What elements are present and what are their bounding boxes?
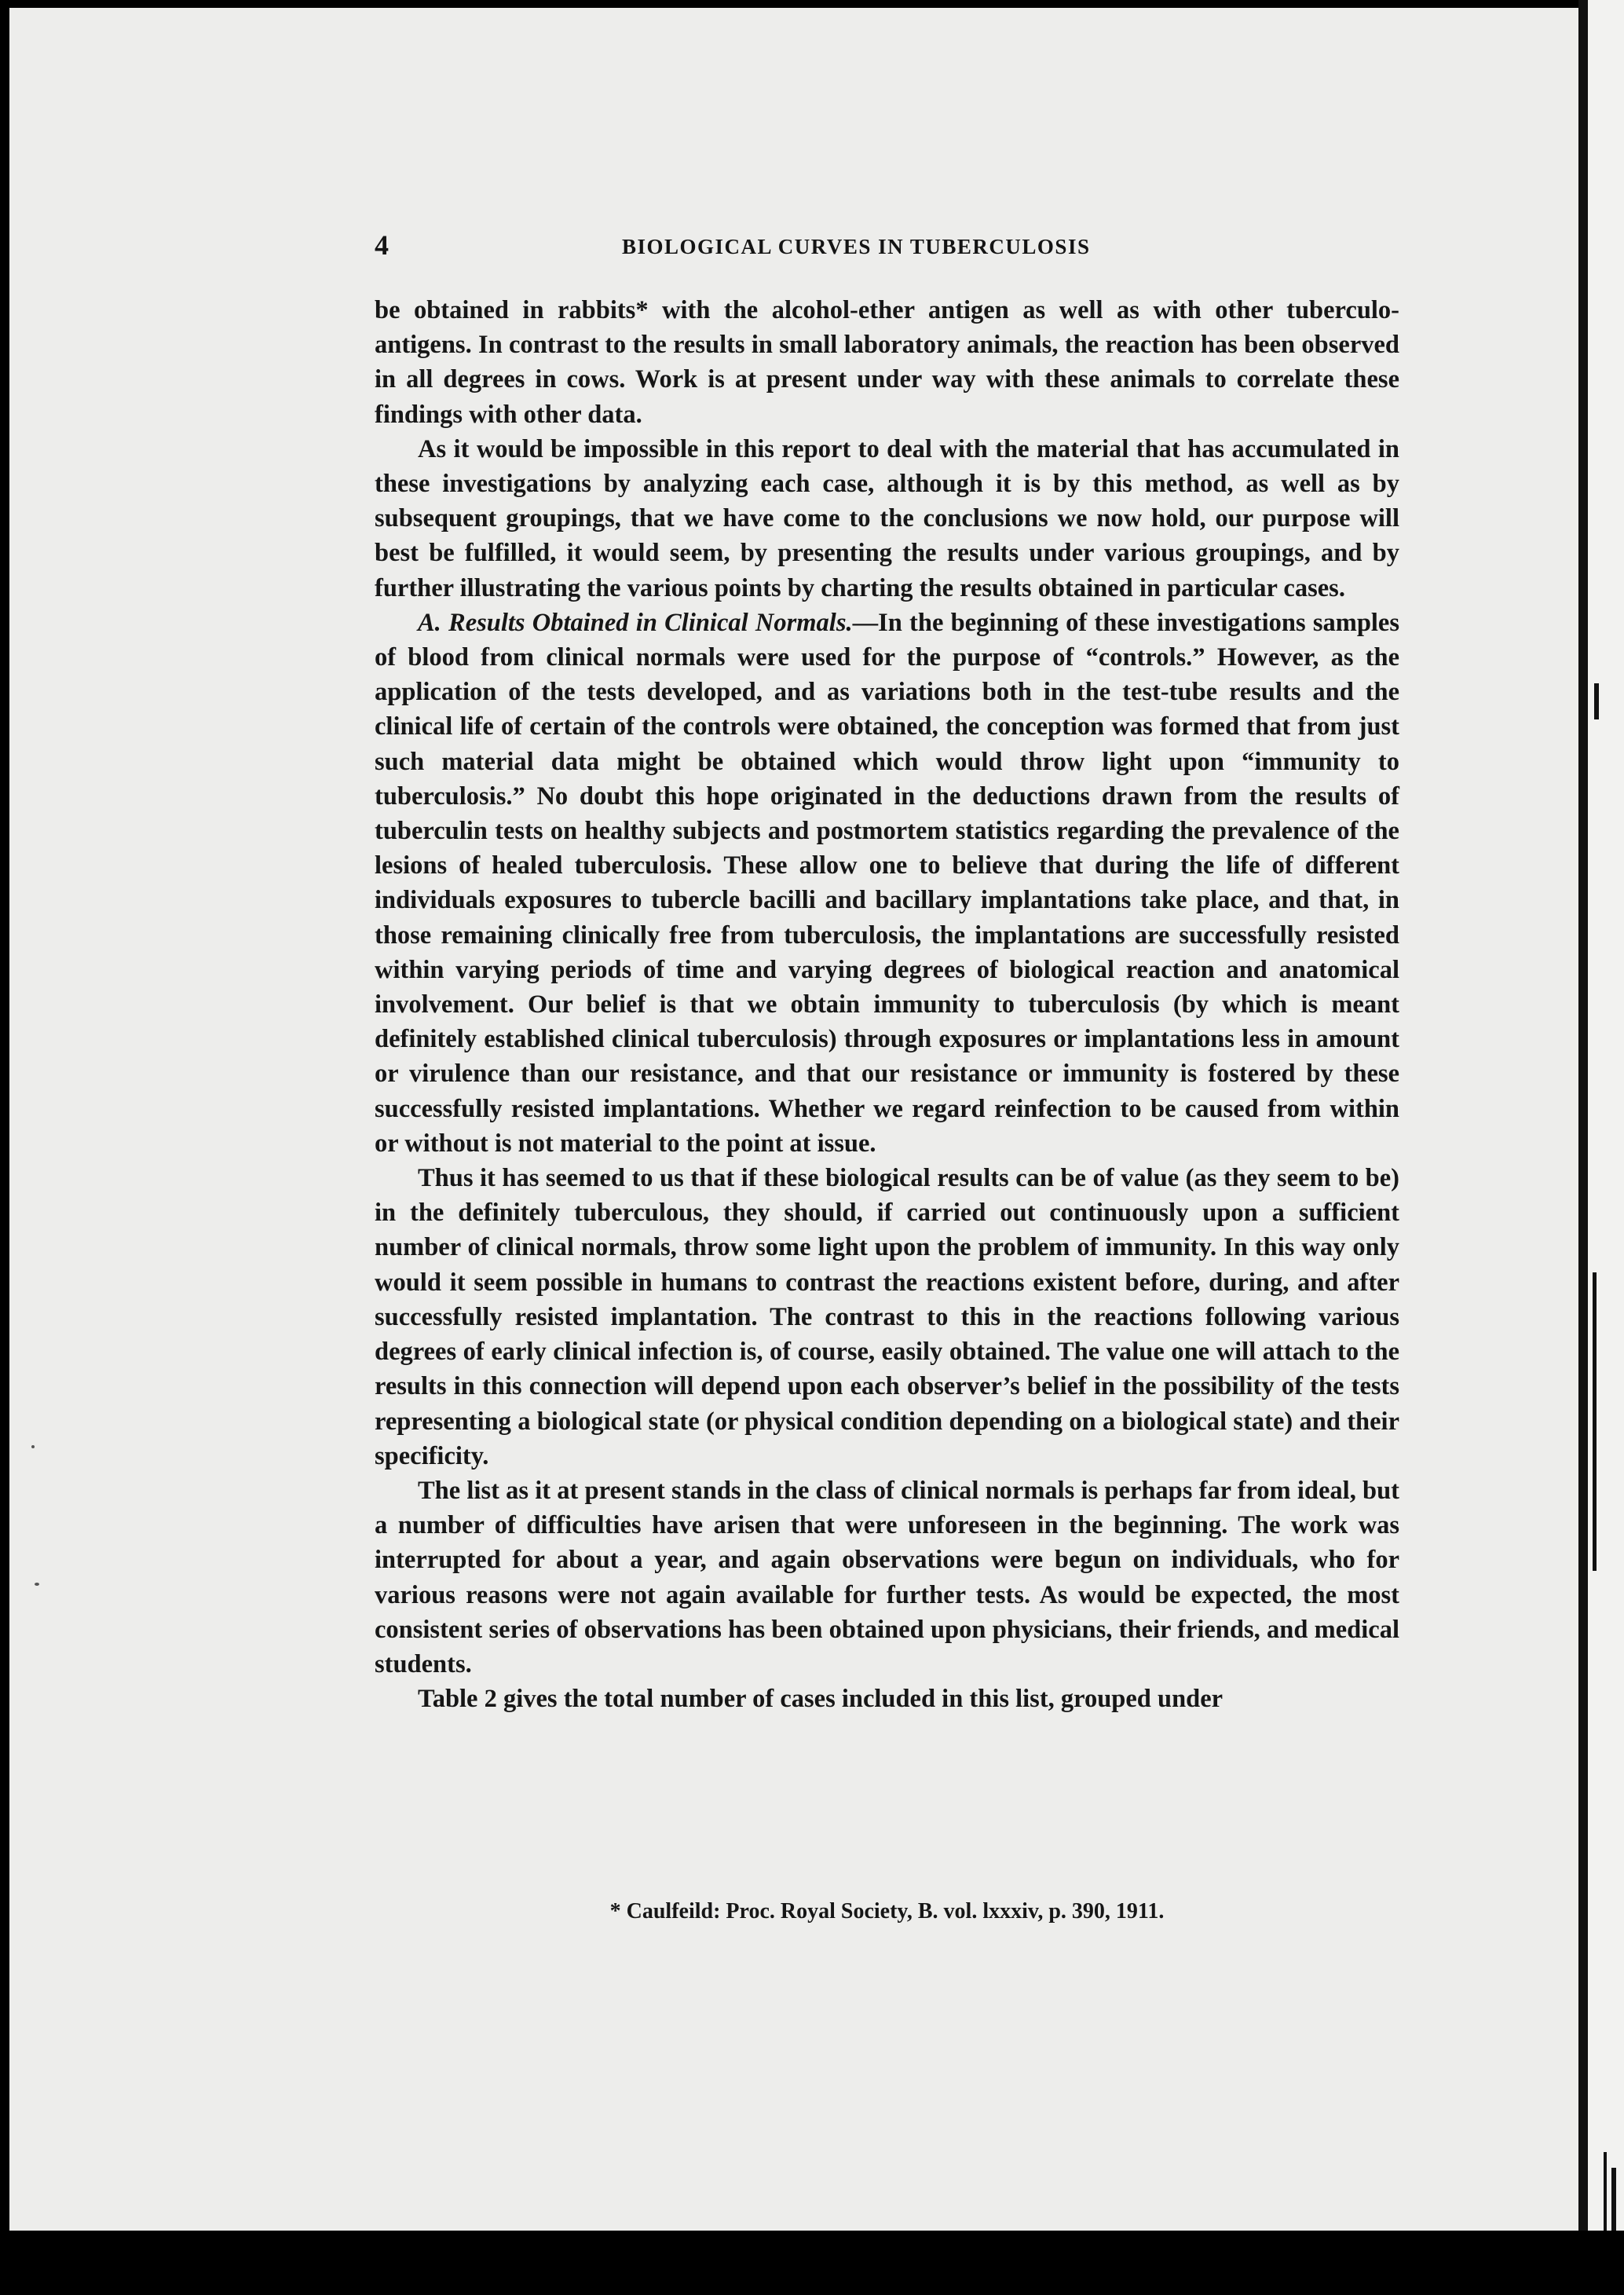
section-heading: A. Results Obtained in Clinical Normals. — [418, 608, 853, 637]
paragraph-text: —In the beginning of these investigations samples of blood from clinical normals were used for the purpose of “controls.” However, as the application of the tests developed, and as variations both in the test-tube results and the clinical life of certain of the controls were obtained, the conception was formed that from just such material data might be obtained which would throw light upon “immunity to tuberculosis.” No doubt this hope originated in the deductions drawn from the results of tuberculin tests on healthy subjects and postmortem statistics regarding the prevalence of the lesions of healed tuberculosis. These allow one to believe that during the life of different individuals exposures to tubercle bacilli and bacillary implantations take place, and that, in those remaining clinically free from tuberculosis, the implantations are successfully resisted within varying periods of time and varying degrees of biological reaction and anatomical involvement. Our belief is that we obtain immunity to tuberculosis (by which is meant definitely established clinical tuberculosis) through exposures or implantations less in amount or virulence than our resistance, and that our resistance or immunity is fostered by these successfully resisted implantations. Whether we regard reinfection to be caused from within or without is not material to the point at issue. — [375, 608, 1399, 1158]
paragraph — [375, 1161, 1399, 1473]
paragraph — [375, 293, 1399, 432]
paragraph — [375, 1473, 1399, 1682]
paragraph — [375, 606, 1399, 1161]
footnote: * Caulfeild: Proc. Royal Society, B. vol. lxxxiv, p. 390, 1911. — [609, 1899, 1165, 1923]
scan-speck — [35, 1583, 39, 1586]
running-head: BIOLOGICAL CURVES IN TUBERCULOSIS — [622, 235, 1091, 258]
paragraph-text: The list as it at present stands in the class of clinical normals is perhaps far from ideal, but a number of difficulties have arisen that were unforeseen in the beginning. The work was interrupted for about a year, and again observations were begun on individuals, who for various reasons were not again available for further tests. As would be expected, the most consistent series of observations has been obtained upon physicians, their friends, and medical students. — [375, 1476, 1399, 1678]
paragraph-text: As it would be impossible in this report to deal with the material that has accumulated in these investigations by analyzing each case, although it is by this method, as well as by subsequent groupings, that we have come to the conclusions we now hold, our purpose will best be fulfilled, it would seem, by presenting the results under various groupings, and by further illustrating the various points by charting the results obtained in particular cases. — [375, 434, 1399, 602]
page-header — [375, 226, 1399, 264]
page-number: 4 — [375, 229, 389, 261]
scan-bottom-border — [0, 2231, 1624, 2295]
paragraph-text: be obtained in rabbits* with the alcohol-ether antigen as well as with other tuberculo-antigens. In contrast to the results in small laboratory animals, the reaction has been observed in all degrees in cows. Work is at present under way with these animals to correlate these findings with other data. — [375, 296, 1399, 429]
scan-artifact-mark — [1594, 683, 1599, 719]
paragraph — [375, 1682, 1399, 1716]
page-gutter-edge — [1578, 0, 1588, 2295]
scan-speck — [31, 1445, 35, 1448]
body-text — [375, 293, 1399, 1716]
paragraph-text: Table 2 gives the total number of cases included in this list, grouped under — [418, 1685, 1223, 1714]
scan-artifact-mark — [1593, 1272, 1597, 1571]
paragraph-text: Thus it has seemed to us that if these biological results can be of value (as they seem to be) in the definitely tuberculous, they should, if carried out continuously upon a sufficient number of clinical normals, throw some light upon the problem of immunity. In this way only would it seem possible in humans to contrast the reactions existent before, during, and after successfully resisted implantation. The contrast to this in the reactions following various degrees of early clinical infection is, of course, easily obtained. The value one will attach to the results in this connection will depend upon each observer’s belief in the possibility of the tests representing a biological state (or physical condition depending on a biological state) and their specificity. — [375, 1164, 1399, 1470]
adjacent-page-edge — [1588, 0, 1624, 2295]
paragraph — [375, 432, 1399, 606]
